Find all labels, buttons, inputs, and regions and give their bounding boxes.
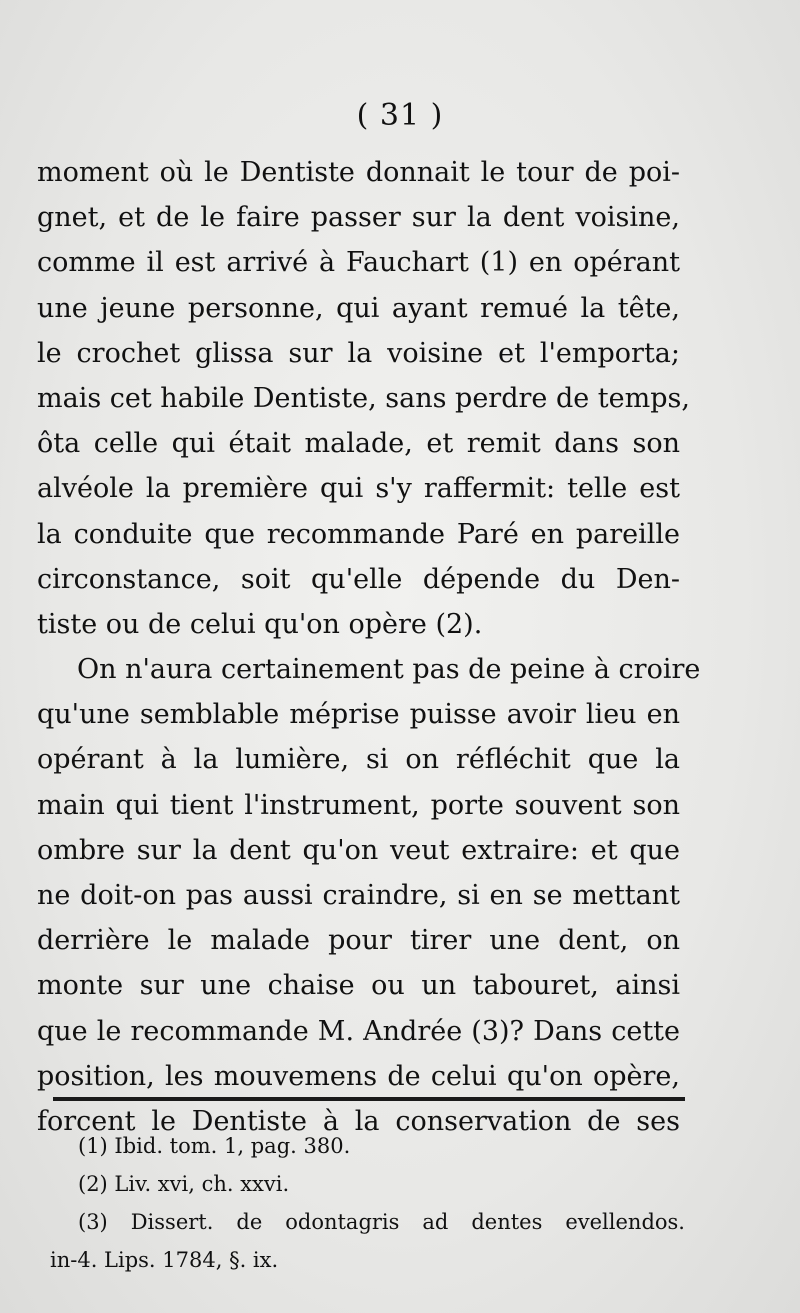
text-line: circonstance, soit qu'elle dépende du Den- — [37, 563, 680, 595]
footnote: (3) Dissert. de odontagris ad dentes evellendos. — [78, 1210, 685, 1234]
text-line: comme il est arrivé à Fauchart (1) en opérant — [37, 247, 680, 279]
text-line: monte sur une chaise ou un tabouret, ainsi — [37, 970, 680, 1002]
text-line: opérant à la lumière, si on réfléchit que la — [37, 744, 680, 776]
text-line: ombre sur la dent qu'on veut extraire: et que — [37, 834, 680, 866]
text-line: la conduite que recommande Paré en pareille — [37, 518, 680, 550]
footnote: (2) Liv. xvi, ch. xxvi. — [78, 1172, 290, 1196]
footnote: in-4. Lips. 1784, §. ix. — [50, 1248, 279, 1272]
footnotes — [50, 1127, 685, 1279]
text-line: alvéole la première qui s'y raffermit: telle est — [37, 473, 680, 505]
footnote: (1) Ibid. tom. 1, pag. 380. — [78, 1134, 351, 1158]
footnote-rule — [53, 1097, 685, 1101]
text-line: forcent le Dentiste à la conservation de ses — [37, 1105, 680, 1137]
text-line: moment où le Dentiste donnait le tour de poi- — [37, 157, 680, 188]
page-number: ( 31 ) — [356, 98, 444, 133]
text-line: On n'aura certainement pas de peine à croire — [77, 654, 701, 686]
text-line: tiste ou de celui qu'on opère (2). — [37, 608, 483, 640]
text-line: mais cet habile Dentiste, sans perdre de temps, — [37, 382, 690, 414]
body-text — [37, 150, 701, 1144]
text-line: ne doit-on pas aussi craindre, si en se mettant — [37, 880, 680, 911]
text-line: derrière le malade pour tirer une dent, on — [37, 925, 680, 957]
text-line: position, les mouvemens de celui qu'on opère, — [37, 1060, 680, 1092]
text-line: le crochet glissa sur la voisine et l'emporta; — [37, 337, 680, 369]
text-line: que le recommande M. Andrée (3)? Dans cette — [37, 1015, 680, 1047]
text-line: gnet, et de le faire passer sur la dent voisine, — [37, 202, 680, 234]
text-line: une jeune personne, qui ayant remué la tête, — [37, 292, 680, 324]
text-line: ôta celle qui était malade, et remit dans son — [37, 428, 680, 460]
text-line: main qui tient l'instrument, porte souvent son — [37, 789, 680, 821]
text-line: qu'une semblable méprise puisse avoir lieu en — [37, 699, 680, 731]
